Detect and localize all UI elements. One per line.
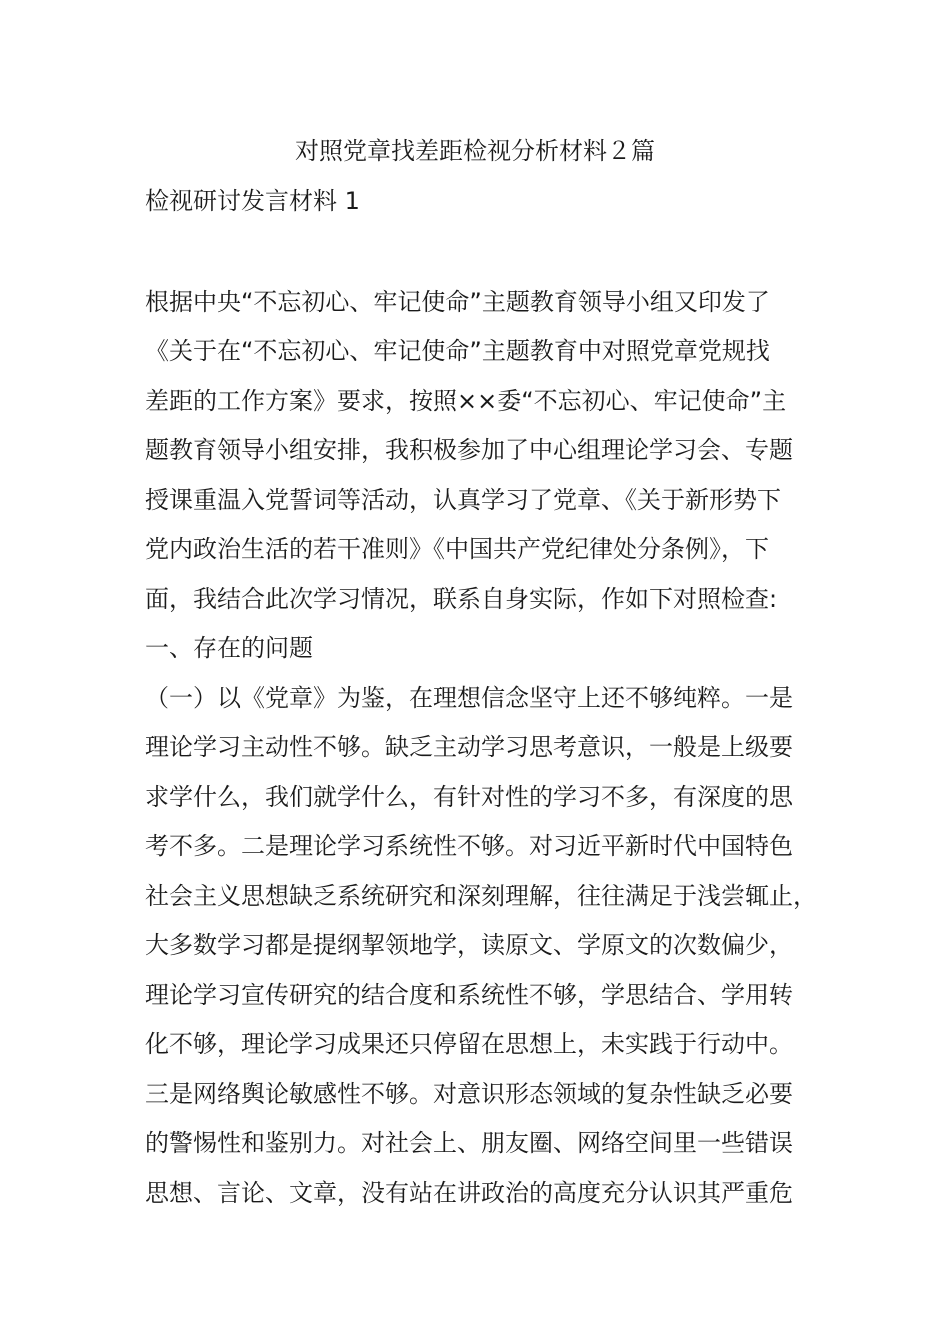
paragraph-line: 授课重温入党誓词等活动，认真学习了党章、《关于新形势下	[145, 486, 781, 514]
paragraph-line: 大多数学习都是提纲挈领地学，读原文、学原文的次数偏少，	[145, 931, 793, 959]
paragraph-line: 化不够，理论学习成果还只停留在思想上，未实践于行动中。	[145, 1030, 793, 1058]
paragraph-line: （一）以《党章》为鉴，在理想信念坚守上还不够纯粹。一是	[145, 684, 793, 712]
section-heading: 一、存在的问题	[145, 634, 313, 662]
paragraph-line: 面，我结合此次学习情况，联系自身实际，作如下对照检查:	[145, 585, 778, 613]
paragraph-line: 理论学习宣传研究的结合度和系统性不够，学思结合、学用转	[145, 981, 793, 1009]
paragraph-line: 差距的工作方案》要求，按照××委“不忘初心、牢记使命”主	[145, 387, 787, 415]
document-subtitle: 检视研讨发言材料 1	[145, 187, 360, 215]
paragraph-line: 根据中央“不忘初心、牢记使命”主题教育领导小组又印发了	[145, 288, 770, 316]
paragraph-line: 题教育领导小组安排，我积极参加了中心组理论学习会、专题	[145, 436, 793, 464]
document-title: 对照党章找差距检视分析材料２篇	[295, 137, 655, 165]
paragraph-line: 思想、言论、文章，没有站在讲政治的高度充分认识其严重危	[145, 1179, 793, 1207]
paragraph-line: 求学什么，我们就学什么，有针对性的学习不多，有深度的思	[145, 783, 793, 811]
paragraph-line: 理论学习主动性不够。缺乏主动学习思考意识，一般是上级要	[145, 733, 793, 761]
paragraph-line: 三是网络舆论敏感性不够。对意识形态领域的复杂性缺乏必要	[145, 1080, 793, 1108]
paragraph-line: 《关于在“不忘初心、牢记使命”主题教育中对照党章党规找	[145, 337, 770, 365]
paragraph-line: 党内政治生活的若干准则》《中国共产党纪律处分条例》，下	[145, 535, 769, 563]
paragraph-line: 社会主义思想缺乏系统研究和深刻理解，往往满足于浅尝辄止，	[145, 882, 817, 910]
paragraph-line: 的警惕性和鉴别力。对社会上、朋友圈、网络空间里一些错误	[145, 1129, 793, 1157]
paragraph-line: 考不多。二是理论学习系统性不够。对习近平新时代中国特色	[145, 832, 793, 860]
